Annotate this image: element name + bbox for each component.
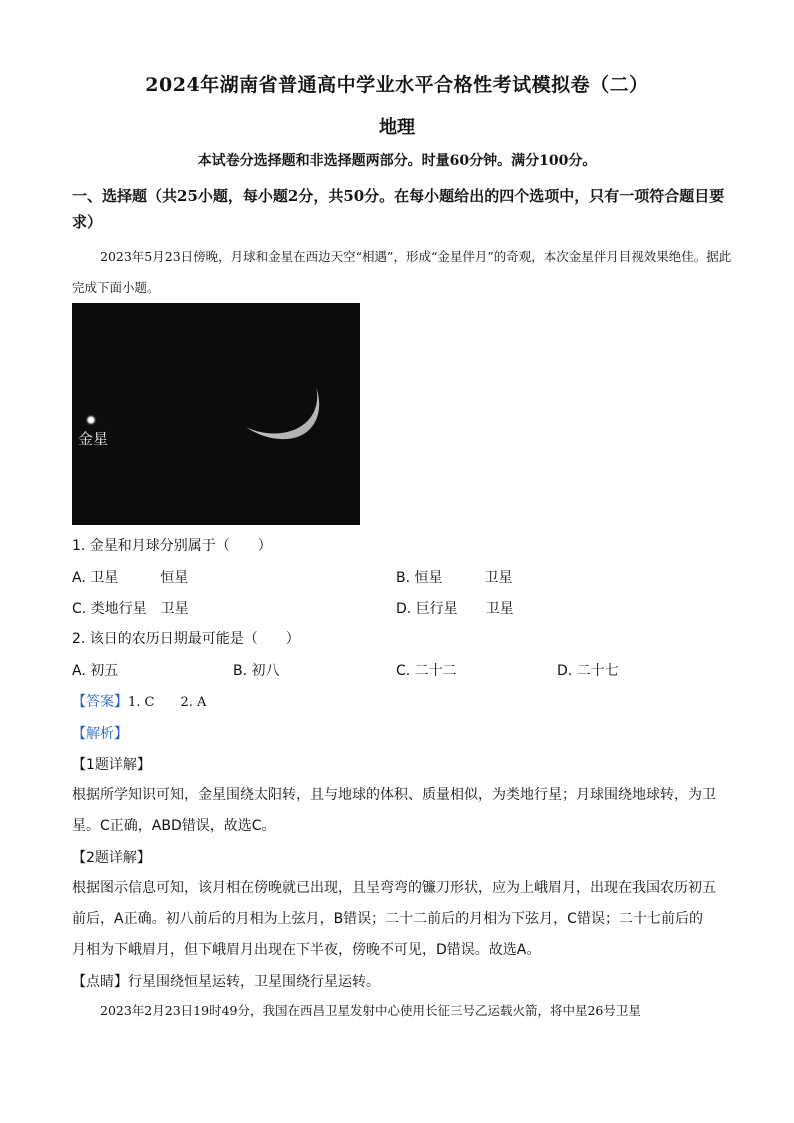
q1-detail-line-1: 根据所学知识可知，金星围绕太阳转，且与地球的体积、质量相似，为类地行星；月球围绕地球转，为卫 [72,787,716,803]
q1-option-b[interactable]: B. 恒星 卫星 [396,570,513,586]
q2-option-c[interactable]: C. 二十二 [396,663,457,679]
page-title: 2024年湖南省普通高中学业水平合格性考试模拟卷（二） [145,74,649,96]
venus-dot [85,414,97,426]
q1-option-a[interactable]: A. 卫星 恒星 [72,570,189,586]
q1-detail-label: 【1题详解】 [72,757,151,773]
tip-line [72,971,380,991]
section-heading: 一、选择题（共25小题，每小题2分，共50分。在每小题给出的四个选项中，只有一项符合题目要求） [72,187,725,231]
question-2-stem: 2. 该日的农历日期最可能是（ ） [72,631,300,647]
answer-values: 1. C 2. A [128,695,207,710]
q2-detail-label: 【2题详解】 [72,850,151,866]
q1-option-c[interactable]: C. 类地行星 卫星 [72,601,189,617]
subject-title: 地理 [379,117,415,138]
tip-label: 【点睛】 [72,974,128,990]
venus-label: 金星 [78,430,109,448]
passage-1: 2023年5月23日傍晚，月球和金星在西边天空“相遇”，形成“金星伴月”的奇观，本次金星伴月目视效果绝佳。据此完成下面小题。 [72,249,732,295]
venus-moon-figure [72,303,360,525]
tip-text: 行星围绕恒星运转，卫星围绕行星运转。 [128,974,380,990]
answer-label: 【答案】 [72,694,128,710]
q1-detail-line-2: 星。C正确，ABD错误，故选C。 [72,818,276,834]
analysis-label: 【解析】 [72,726,128,742]
q1-option-d[interactable]: D. 巨行星 卫星 [396,601,514,617]
q2-detail-line-1: 根据图示信息可知，该月相在傍晚就已出现，且呈弯弯的镰刀形状，应为上峨眉月，出现在我国农历初五 [72,880,716,896]
q2-option-a[interactable]: A. 初五 [72,663,119,679]
question-1-stem: 1. 金星和月球分别属于（ ） [72,538,272,554]
passage-2: 2023年2月23日19时49分，我国在西昌卫星发射中心使用长征三号乙运载火箭，将中星26号卫星 [100,1003,641,1018]
exam-note: 本试卷分选择题和非选择题两部分。时量60分钟。满分100分。 [197,153,597,169]
q2-option-b[interactable]: B. 初八 [233,663,280,679]
night-sky-image [72,303,360,525]
q2-detail-line-3: 月相为下峨眉月，但下峨眉月出现在下半夜，傍晚不可见，D错误。故选A。 [72,942,541,958]
q2-option-d[interactable]: D. 二十七 [557,663,619,679]
answer-line [72,691,206,711]
q2-detail-line-2: 前后，A正确。初八前后的月相为上弦月，B错误；二十二前后的月相为下弦月，C错误；二十七前后的 [72,911,703,927]
